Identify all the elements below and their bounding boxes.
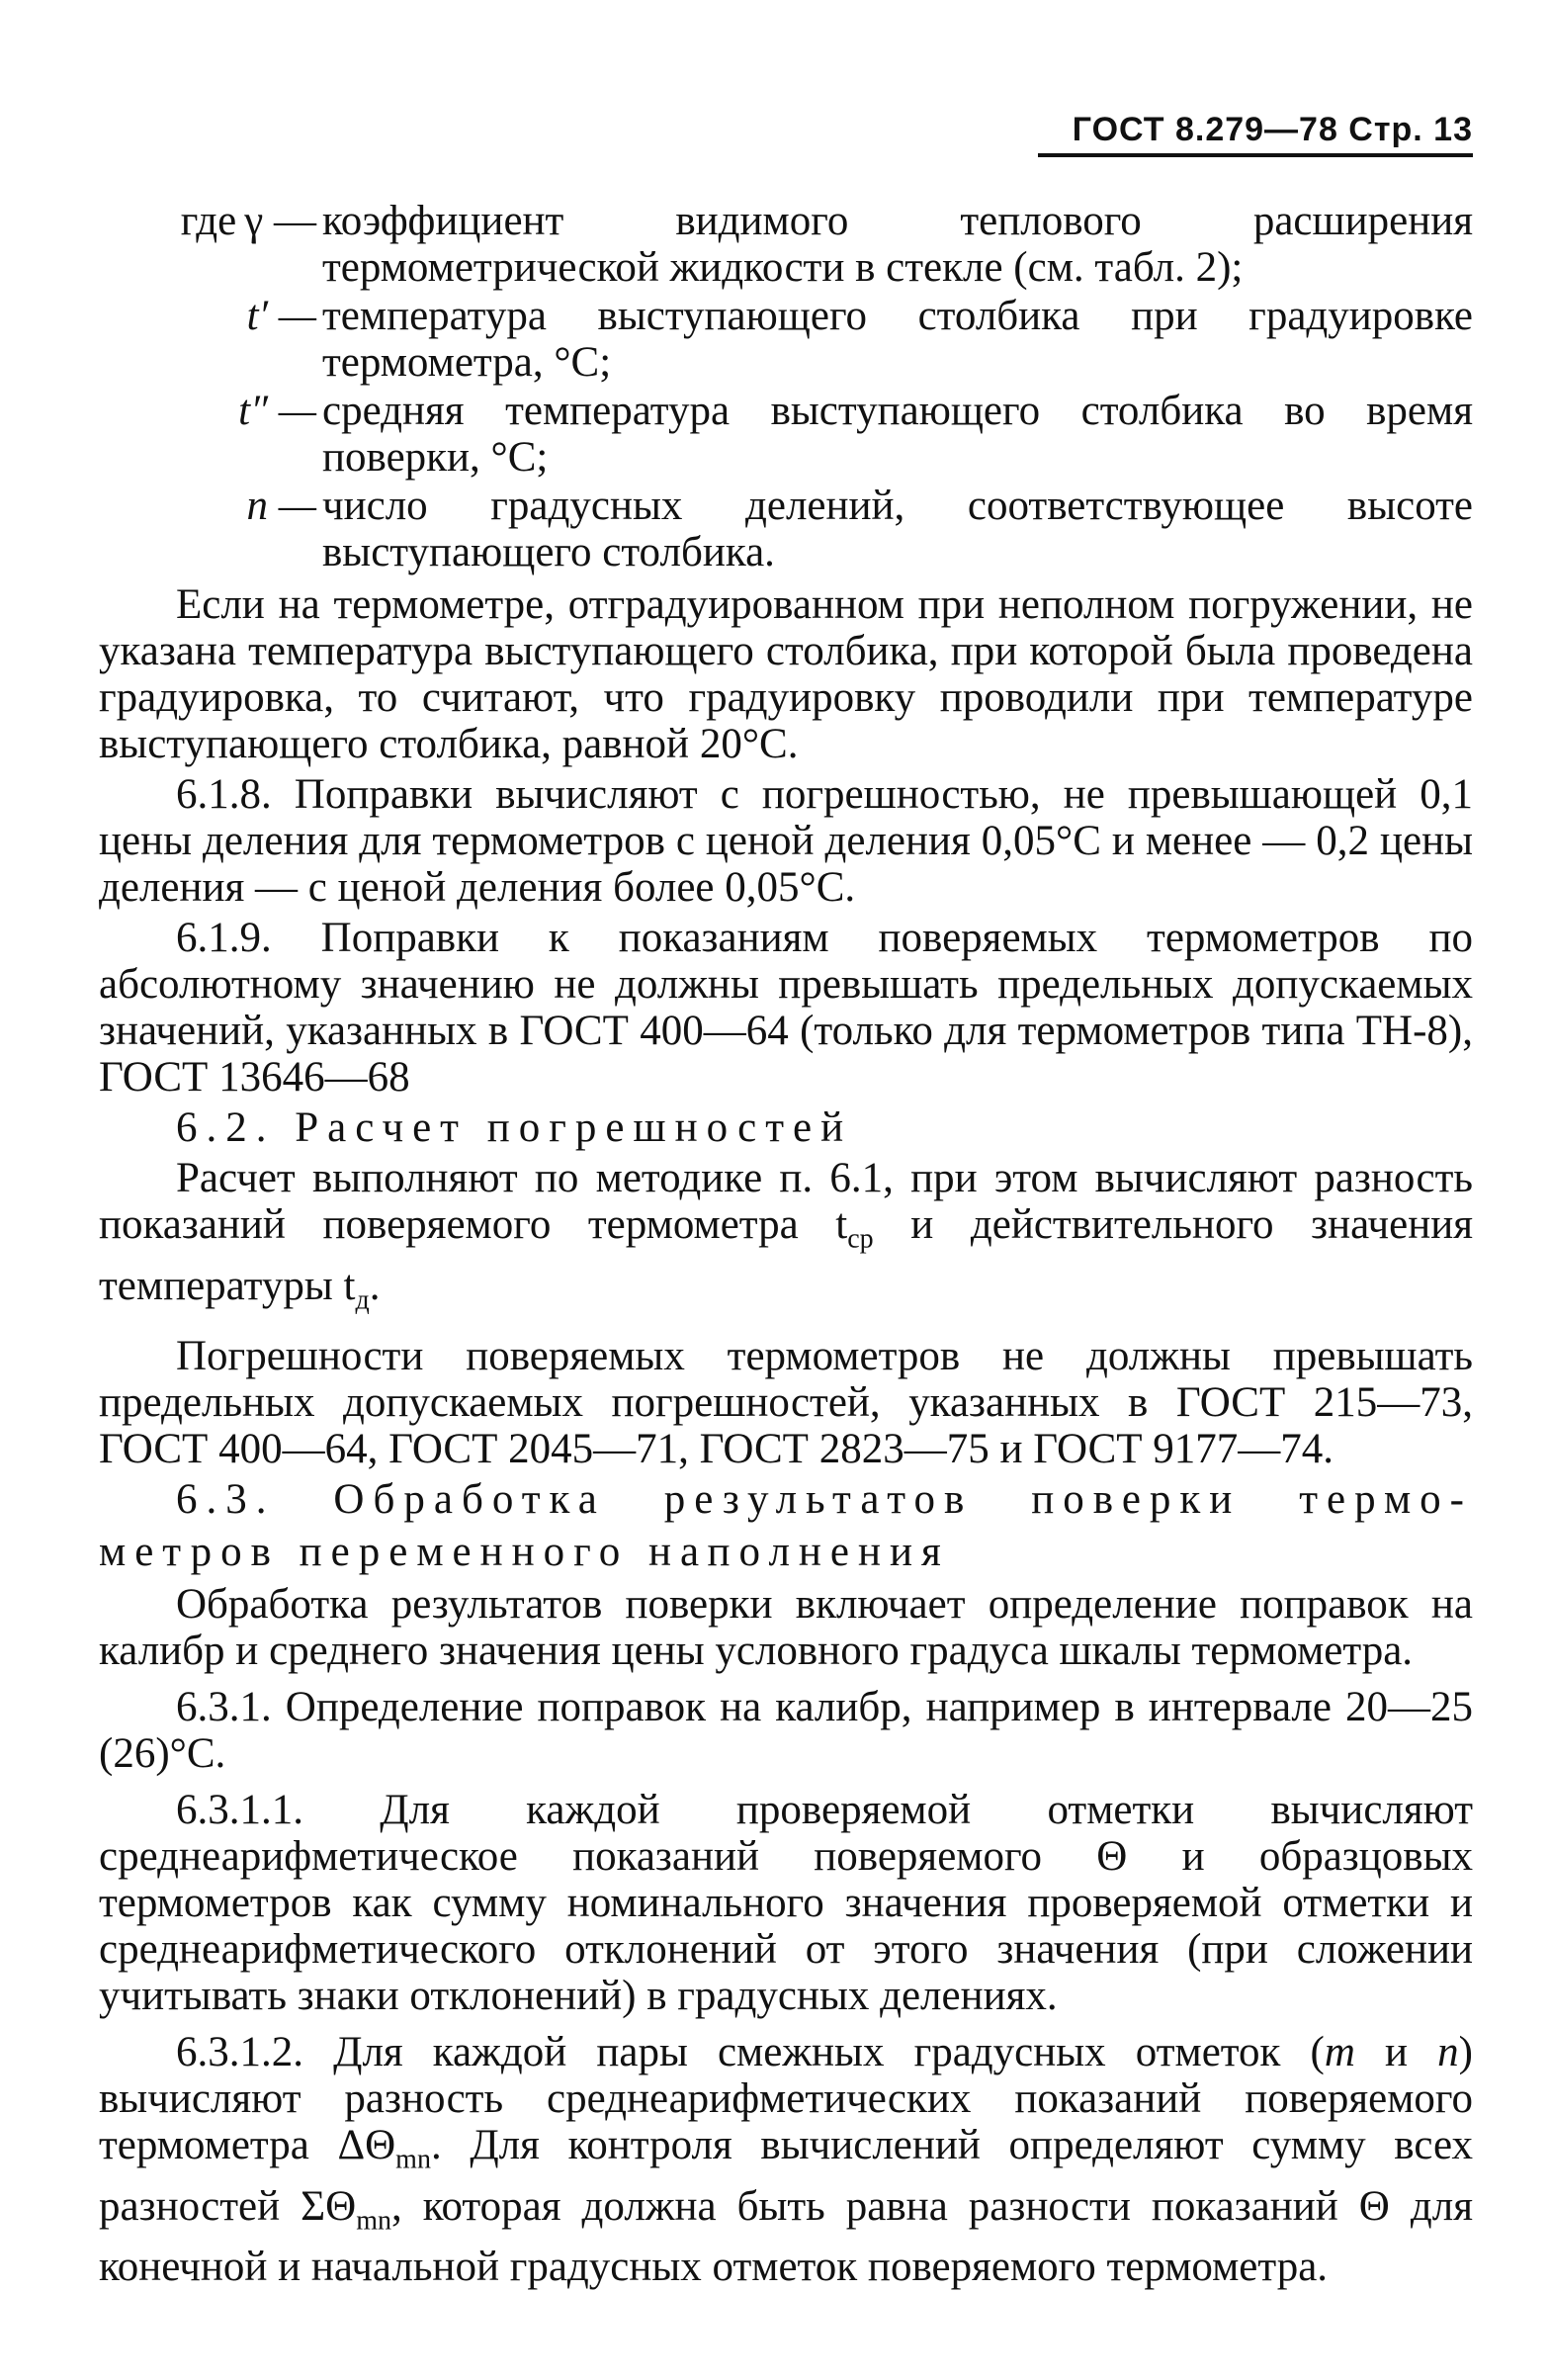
definition-text: число градусных делений, соответствующее высоте выступающего столбика. [322, 483, 1473, 575]
paragraph-error-calculation: Расчет выполняют по методике п. 6.1, при этом вычисляют разность показаний поверяемого термометра $t_{ср}$ и действительного значения температуры $t_д$. [99, 1155, 1474, 1316]
definition-gamma [99, 198, 1473, 291]
paragraph-partial-immersion: Если на термометре, отградуированном при неполном погружении, не указана температура выступающего столбика, при которой была проведена градуировка, то считают, что градуировку проводили при температуре выступающего столбика, равной 20°С. [99, 581, 1473, 767]
definition-text: температура выступающего столбика при градуировке термометра, °С; [322, 293, 1473, 386]
definition-symbol: t′ — [246, 293, 316, 339]
definition-text: коэффициент видимого теплового расширения термометрической жидкости в стекле (см. табл. 2); [322, 198, 1473, 291]
section-heading-6-3-line1: 6.3. Обработка результатов поверки термо- [176, 1476, 1473, 1524]
definition-symbol: γ — [244, 198, 316, 244]
paragraph-error-limits: Погрешности поверяемых термометров не должны превышать предельных допускаемых погрешностей, указанных в ГОСТ 215—73, ГОСТ 400—64, ГОСТ 2045—71, ГОСТ 2823—75 и ГОСТ 9177—74. [99, 1333, 1473, 1473]
paragraph-6-3-1: 6.3.1. Определение поправок на калибр, например в интервале 20—25 (26)°С. [99, 1684, 1473, 1778]
definition-t-double-prime [99, 388, 1473, 481]
paragraph-processing-results: Обработка результатов поверки включает определение поправок на калибр и среднего значения цены условного градуса шкалы термометра. [99, 1581, 1473, 1675]
definitions-list [99, 198, 1473, 575]
definition-symbol: n — [246, 483, 316, 529]
paragraph-6-3-1-1: 6.3.1.1. Для каждой проверяемой отметки вычисляют среднеарифметическое показаний поверяемого Θ и образцовых термометров как сумму номинального значения проверяемой отметки и среднеарифметического отклонений от этого значения (при сложении учитывать знаки отклонений) в градусных делениях. [99, 1787, 1473, 2020]
section-heading-6-3-line2: метров переменного наполнения [99, 1529, 950, 1576]
definition-prefix: где [180, 198, 237, 244]
paragraph-6-3-1-2: 6.3.1.2. Для каждой пары смежных градусных отметок (m и n) вычисляют разность среднеарифметических показаний поверяемого термометра $\Delta\Theta_{mn}$. Для контроля вычислений определяют сумму всех разностей $\Sigma\Theta_{mn}$, которая должна быть равна разности показаний Θ для конечной и начальной градусных отметок поверяемого термометра. [99, 2029, 1473, 2291]
definition-n [99, 483, 1473, 575]
section-heading-6-2: 6.2. Расчет погрешностей [176, 1104, 853, 1151]
definition-text: средняя температура выступающего столбика во время поверки, °С; [322, 388, 1473, 481]
definition-t-prime [99, 293, 1473, 386]
definition-symbol: t″ — [238, 388, 316, 434]
page-header: ГОСТ 8.279—78 Стр. 13 [1038, 111, 1473, 157]
paragraph-6-1-8: 6.1.8. Поправки вычисляют с погрешностью, не превышающей 0,1 цены деления для термометров с ценой деления 0,05°С и менее — 0,2 цены деления — с ценой деления более 0,05°С. [99, 771, 1473, 911]
paragraph-6-1-9: 6.1.9. Поправки к показаниям поверяемых термометров по абсолютному значению не должны превышать предельных допускаемых значений, указанных в ГОСТ 400—64 (только для термометров типа ТН-8), ГОСТ 13646—68 [99, 915, 1473, 1101]
document-body [99, 198, 1473, 2294]
